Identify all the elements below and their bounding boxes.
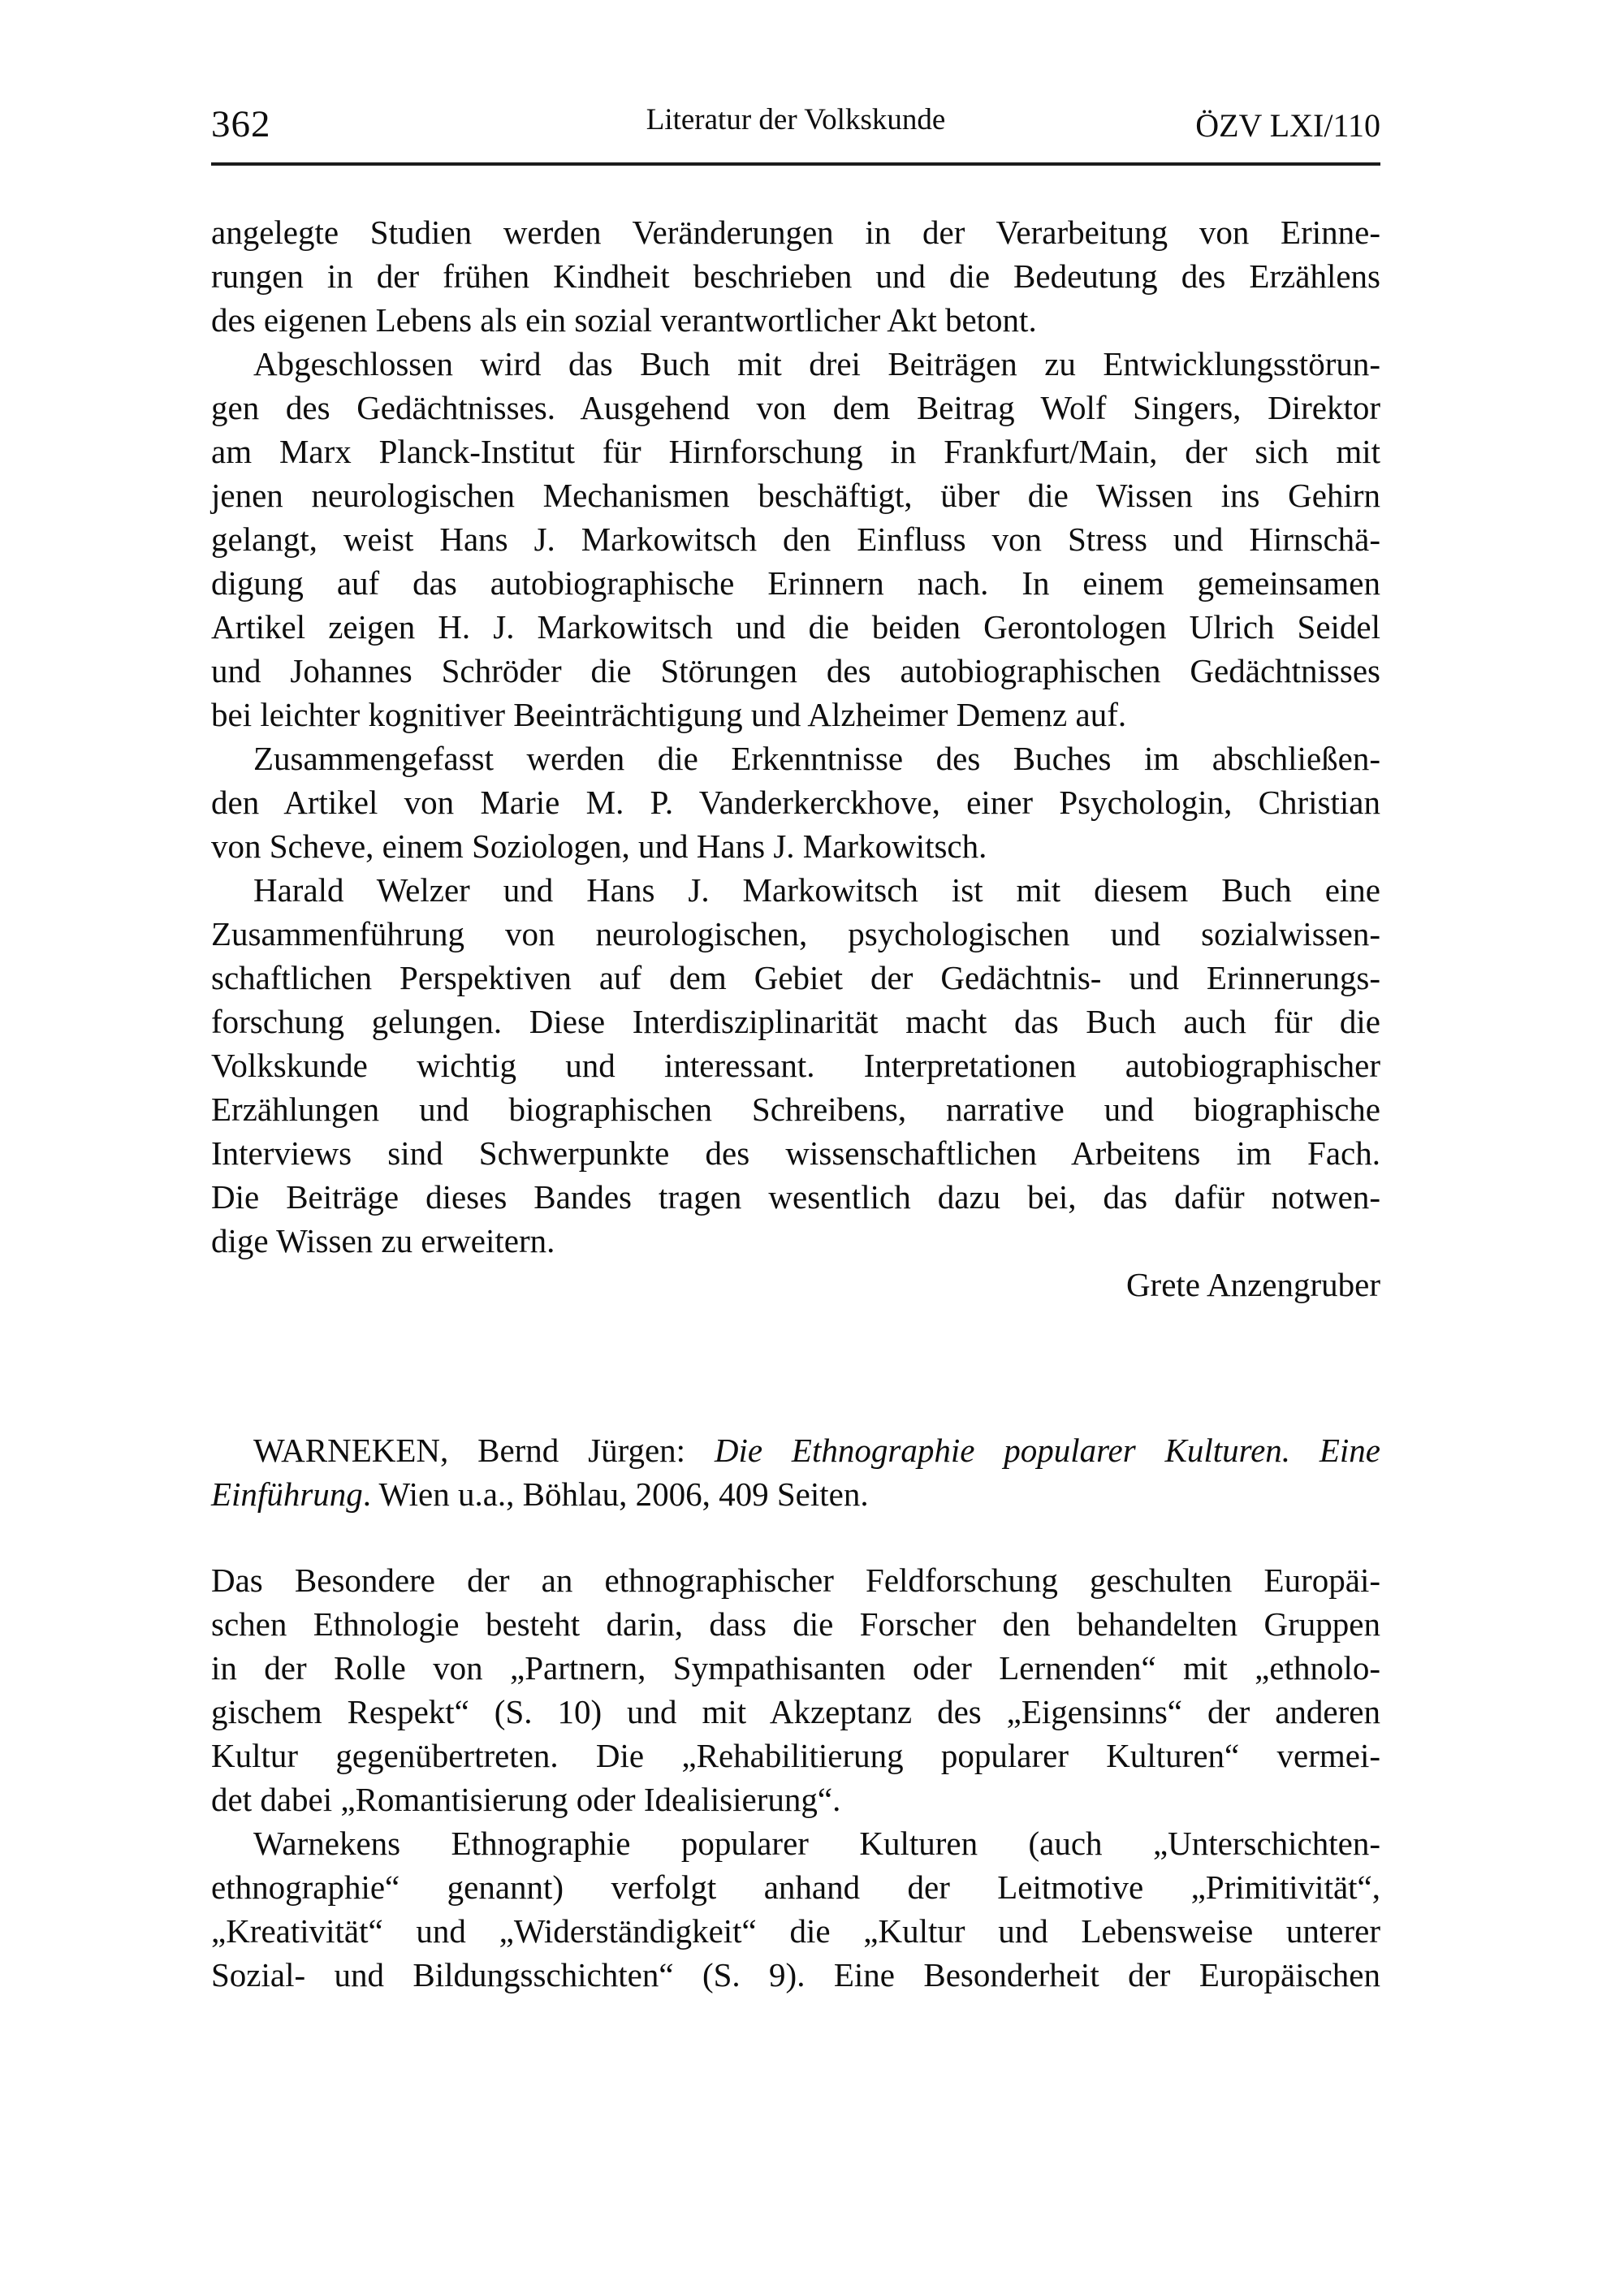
text-segment: Die Beiträge dieses Bandes tragen wesentlich dazu bei, das dafür notwen-: [211, 1178, 1380, 1216]
text-segment: Harald Welzer und Hans J. Markowitsch ist mit diesem Buch eine: [253, 871, 1380, 909]
review2-paragraph-2: [211, 1821, 1380, 1997]
text-segment: schen Ethnologie besteht darin, dass die Forscher den behandelten Gruppen: [211, 1605, 1380, 1643]
text-segment: bei leichter kognitiver Beeinträchtigung und Alzheimer Demenz auf.: [211, 696, 1127, 733]
header-rule: [211, 162, 1380, 166]
text-segment: det dabei „Romantisierung oder Idealisierung“.: [211, 1781, 841, 1818]
text-line: [211, 517, 1380, 561]
italic-text-segment: Einführung: [211, 1475, 363, 1513]
citation-warneken: [211, 1428, 1380, 1516]
text-segment: Artikel zeigen H. J. Markowitsch und die beiden Gerontologen Ulrich Seidel: [211, 608, 1380, 646]
text-segment: WARNEKEN, Bernd Jürgen:: [253, 1432, 715, 1469]
text-segment: forschung gelungen. Diese Interdisziplinarität macht das Buch auch für die: [211, 1003, 1380, 1040]
text-line: [211, 342, 1380, 386]
text-line: [211, 1428, 1380, 1472]
text-segment: rungen in der frühen Kindheit beschrieben und die Bedeutung des Erzählens: [211, 257, 1380, 295]
text-line: [211, 561, 1380, 605]
text-line: [211, 1646, 1380, 1690]
text-line: [211, 1821, 1380, 1865]
text-line: [211, 210, 1380, 254]
text-line: [211, 386, 1380, 430]
text-segment: Sozial- und Bildungsschichten“ (S. 9). Eine Besonderheit der Europäischen: [211, 1956, 1380, 1993]
text-line: [211, 1734, 1380, 1777]
text-line: [211, 1777, 1380, 1821]
text-line: [211, 912, 1380, 956]
text-line: [211, 1558, 1380, 1602]
text-segment: schaftlichen Perspektiven auf dem Gebiet der Gedächtnis- und Erinnerungs-: [211, 959, 1380, 996]
text-segment: gelangt, weist Hans J. Markowitsch den Einfluss von Stress und Hirnschä-: [211, 520, 1380, 558]
text-segment: dige Wissen zu erweitern.: [211, 1222, 555, 1259]
text-line: [211, 1865, 1380, 1909]
text-segment: Erzählungen und biographischen Schreibens, narrative und biographische: [211, 1091, 1380, 1128]
text-line: [211, 1263, 1380, 1307]
text-segment: Kultur gegenübertreten. Die „Rehabilitierung popularer Kulturen“ vermei-: [211, 1737, 1380, 1774]
text-segment: jenen neurologischen Mechanismen beschäftigt, über die Wissen ins Gehirn: [211, 477, 1380, 514]
text-segment: und Johannes Schröder die Störungen des autobiographischen Gedächtnisses: [211, 652, 1380, 689]
text-segment: Das Besondere der an ethnographischer Feldforschung geschulten Europäi-: [211, 1561, 1380, 1599]
text-segment: von Scheve, einem Soziologen, und Hans J. Markowitsch.: [211, 827, 987, 865]
review1-signature: [211, 1263, 1380, 1307]
review1-paragraph-2: [211, 342, 1380, 736]
text-line: [211, 736, 1380, 780]
text-segment: ethnographie“ genannt) verfolgt anhand der Leitmotive „Primitivität“,: [211, 1868, 1380, 1906]
issue-label: ÖZV LXI/110: [1195, 107, 1380, 144]
text-segment: angelegte Studien werden Veränderungen in der Verarbeitung von Erinne-: [211, 214, 1380, 251]
text-segment: in der Rolle von „Partnern, Sympathisanten oder Lernenden“ mit „ethnolo-: [211, 1649, 1380, 1687]
text-line: [211, 1000, 1380, 1043]
text-line: [211, 1909, 1380, 1953]
text-line: [211, 780, 1380, 824]
text-segment: Zusammengefasst werden die Erkenntnisse des Buches im abschließen-: [253, 740, 1380, 777]
text-line: [211, 1472, 1380, 1516]
text-line: [211, 473, 1380, 517]
italic-text-segment: Die Ethnographie popularer Kulturen. Eine: [714, 1432, 1380, 1469]
text-line: [211, 605, 1380, 649]
text-segment: des eigenen Lebens als ein sozial verantwortlicher Akt betont.: [211, 301, 1037, 339]
text-segment: am Marx Planck-Institut für Hirnforschung in Frankfurt/Main, der sich mit: [211, 433, 1380, 470]
page-number: 362: [211, 103, 271, 145]
review1-paragraph-3: [211, 736, 1380, 868]
text-segment: Warnekens Ethnographie popularer Kulturen (auch „Unterschichten-: [253, 1825, 1380, 1862]
text-segment: Grete Anzengruber: [1125, 1266, 1380, 1303]
text-segment: den Artikel von Marie M. P. Vanderkerckhove, einer Psychologin, Christian: [211, 784, 1380, 821]
review1-paragraph-4: [211, 868, 1380, 1263]
running-header: [211, 102, 1380, 146]
text-segment: gischem Respekt“ (S. 10) und mit Akzeptanz des „Eigensinns“ der anderen: [211, 1693, 1380, 1730]
text-segment: „Kreativität“ und „Widerständigkeit“ die „Kultur und Lebensweise unterer: [211, 1912, 1380, 1950]
text-line: [211, 649, 1380, 693]
text-line: [211, 298, 1380, 342]
text-line: [211, 824, 1380, 868]
text-segment: Zusammenführung von neurologischen, psychologischen und sozialwissen-: [211, 915, 1380, 952]
text-column: [211, 210, 1380, 1997]
text-line: [211, 1131, 1380, 1175]
text-line: [211, 1690, 1380, 1734]
journal-title: Literatur der Volkskunde: [646, 103, 946, 136]
text-line: [211, 430, 1380, 473]
text-line: [211, 868, 1380, 912]
text-line: [211, 1219, 1380, 1263]
text-segment: Interviews sind Schwerpunkte des wissenschaftlichen Arbeitens im Fach.: [211, 1134, 1380, 1172]
text-line: [211, 956, 1380, 1000]
review1-paragraph-continuation: [211, 210, 1380, 342]
review2-paragraph-1: [211, 1558, 1380, 1821]
text-segment: digung auf das autobiographische Erinnern nach. In einem gemeinsamen: [211, 564, 1380, 602]
text-line: [211, 254, 1380, 298]
text-segment: gen des Gedächtnisses. Ausgehend von dem Beitrag Wolf Singers, Direktor: [211, 389, 1380, 426]
text-segment: Volkskunde wichtig und interessant. Interpretationen autobiographischer: [211, 1047, 1380, 1084]
text-segment: Abgeschlossen wird das Buch mit drei Beiträgen zu Entwicklungsstörun-: [253, 345, 1380, 382]
text-line: [211, 1175, 1380, 1219]
text-line: [211, 1953, 1380, 1997]
text-line: [211, 693, 1380, 736]
text-line: [211, 1602, 1380, 1646]
text-line: [211, 1043, 1380, 1087]
text-line: [211, 1087, 1380, 1131]
text-segment: . Wien u.a., Böhlau, 2006, 409 Seiten.: [362, 1475, 869, 1513]
